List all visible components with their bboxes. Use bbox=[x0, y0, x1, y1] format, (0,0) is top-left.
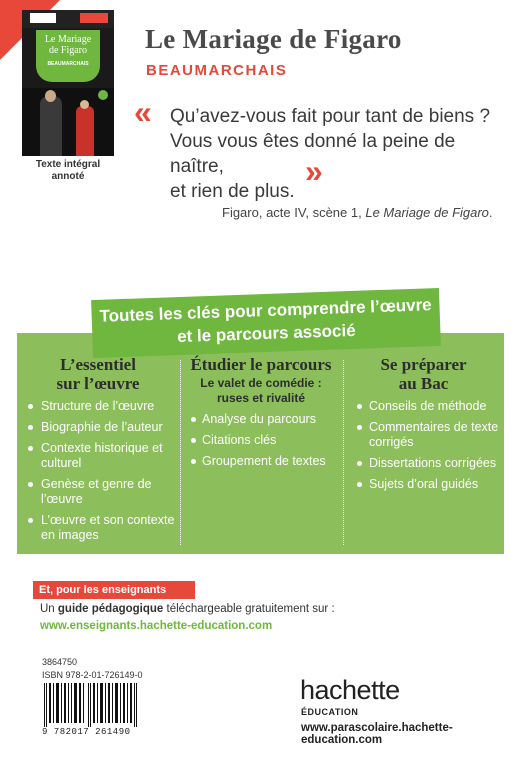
publisher-website[interactable]: www.parascolaire.hachette-education.com bbox=[301, 722, 453, 746]
teachers-text-prefix: Un bbox=[40, 603, 58, 615]
quote-open-mark: « bbox=[134, 94, 152, 130]
cover-badge-red bbox=[80, 13, 108, 23]
column-heading bbox=[17, 355, 179, 393]
list-item: Commentaires de texte corrigés bbox=[343, 420, 504, 450]
publisher-logo: hachette bbox=[300, 675, 400, 705]
column-heading bbox=[343, 355, 504, 393]
column-bac bbox=[343, 355, 504, 498]
list-item: Citations clés bbox=[180, 433, 342, 448]
teachers-tag: Et, pour les enseignants bbox=[33, 581, 195, 599]
book-title: Le Mariage de Figaro bbox=[145, 24, 402, 54]
list-item: Conseils de méthode bbox=[343, 399, 504, 414]
cover-caption-line1: Texte intégral bbox=[35, 159, 101, 170]
cover-title-block bbox=[36, 30, 100, 82]
column-list bbox=[180, 412, 342, 469]
citation-suffix: . bbox=[488, 205, 493, 220]
list-item: Dissertations corrigées bbox=[343, 456, 504, 471]
column-essentiel bbox=[17, 355, 179, 549]
cover-figure-woman-head bbox=[80, 100, 89, 109]
column-heading: Étudier le parcours bbox=[190, 355, 332, 374]
cover-title-line1: Le Mariage bbox=[44, 34, 92, 45]
list-item: Biographie de l’auteur bbox=[17, 420, 179, 435]
citation-prefix: Figaro, acte IV, scène 1, bbox=[222, 205, 362, 220]
column-parcours bbox=[180, 355, 342, 475]
cover-author: BEAUMARCHAIS bbox=[47, 61, 89, 67]
teachers-text bbox=[40, 603, 335, 615]
cover-thumbnail bbox=[22, 10, 114, 156]
cover-badge bbox=[30, 13, 56, 23]
citation-work: Le Mariage de Figaro bbox=[365, 205, 489, 220]
subheading-line: ruses et rivalité bbox=[216, 391, 306, 405]
quote-citation bbox=[222, 205, 493, 220]
headline-banner bbox=[91, 288, 441, 358]
heading-line: Se préparer bbox=[380, 355, 467, 374]
heading-line: au Bac bbox=[398, 374, 449, 393]
heading-line: L’essentiel bbox=[60, 355, 136, 374]
banner-line2: et le parcours associé bbox=[176, 320, 356, 347]
publisher-division: ÉDUCATION bbox=[301, 707, 359, 717]
teachers-link[interactable]: www.enseignants.hachette-education.com bbox=[40, 620, 273, 632]
barcode-image bbox=[42, 683, 140, 727]
quote-line: Qu’avez-vous fait pour tant de biens ? bbox=[170, 106, 491, 127]
quote-text bbox=[170, 104, 500, 204]
list-item: Contexte historique et culturel bbox=[17, 441, 179, 471]
column-list bbox=[343, 399, 504, 492]
list-item: Analyse du parcours bbox=[180, 412, 342, 427]
teachers-text-bold: guide pédagogique bbox=[57, 603, 164, 615]
cover-green-badge bbox=[98, 90, 108, 100]
quote-close-mark: » bbox=[305, 153, 323, 189]
list-item: Structure de l’œuvre bbox=[17, 399, 179, 414]
product-code: 3864750 bbox=[42, 657, 78, 667]
cover-figure-head bbox=[45, 90, 56, 102]
barcode-digits: 9 782017 261490 bbox=[42, 727, 131, 737]
book-author: BEAUMARCHAIS bbox=[146, 62, 288, 79]
list-item: Genèse et genre de l’œuvre bbox=[17, 477, 179, 507]
subheading-line: Le valet de comédie : bbox=[200, 376, 322, 390]
column-list bbox=[17, 399, 179, 543]
column-subheading bbox=[180, 376, 342, 406]
cover-caption bbox=[22, 159, 114, 183]
list-item: Sujets d’oral guidés bbox=[343, 477, 504, 492]
cover-title-line2: de Figaro bbox=[48, 45, 88, 56]
heading-line: sur l’œuvre bbox=[56, 374, 140, 393]
teachers-text-suffix: téléchargeable gratuitement sur : bbox=[163, 603, 335, 615]
banner-line1: Toutes les clés pour comprendre l’œuvre bbox=[99, 295, 432, 326]
list-item: Groupement de textes bbox=[180, 454, 342, 469]
isbn-text: ISBN 978-2-01-726149-0 bbox=[42, 670, 143, 680]
cover-figure-man bbox=[40, 96, 62, 156]
list-item: L’œuvre et son contexte en images bbox=[17, 513, 179, 543]
cover-caption-line2: annoté bbox=[51, 171, 85, 182]
cover-figure-woman bbox=[76, 106, 94, 156]
quote-line: et rien de plus. bbox=[170, 181, 295, 202]
quote-line: Vous vous êtes donné la peine de naître, bbox=[170, 131, 456, 177]
